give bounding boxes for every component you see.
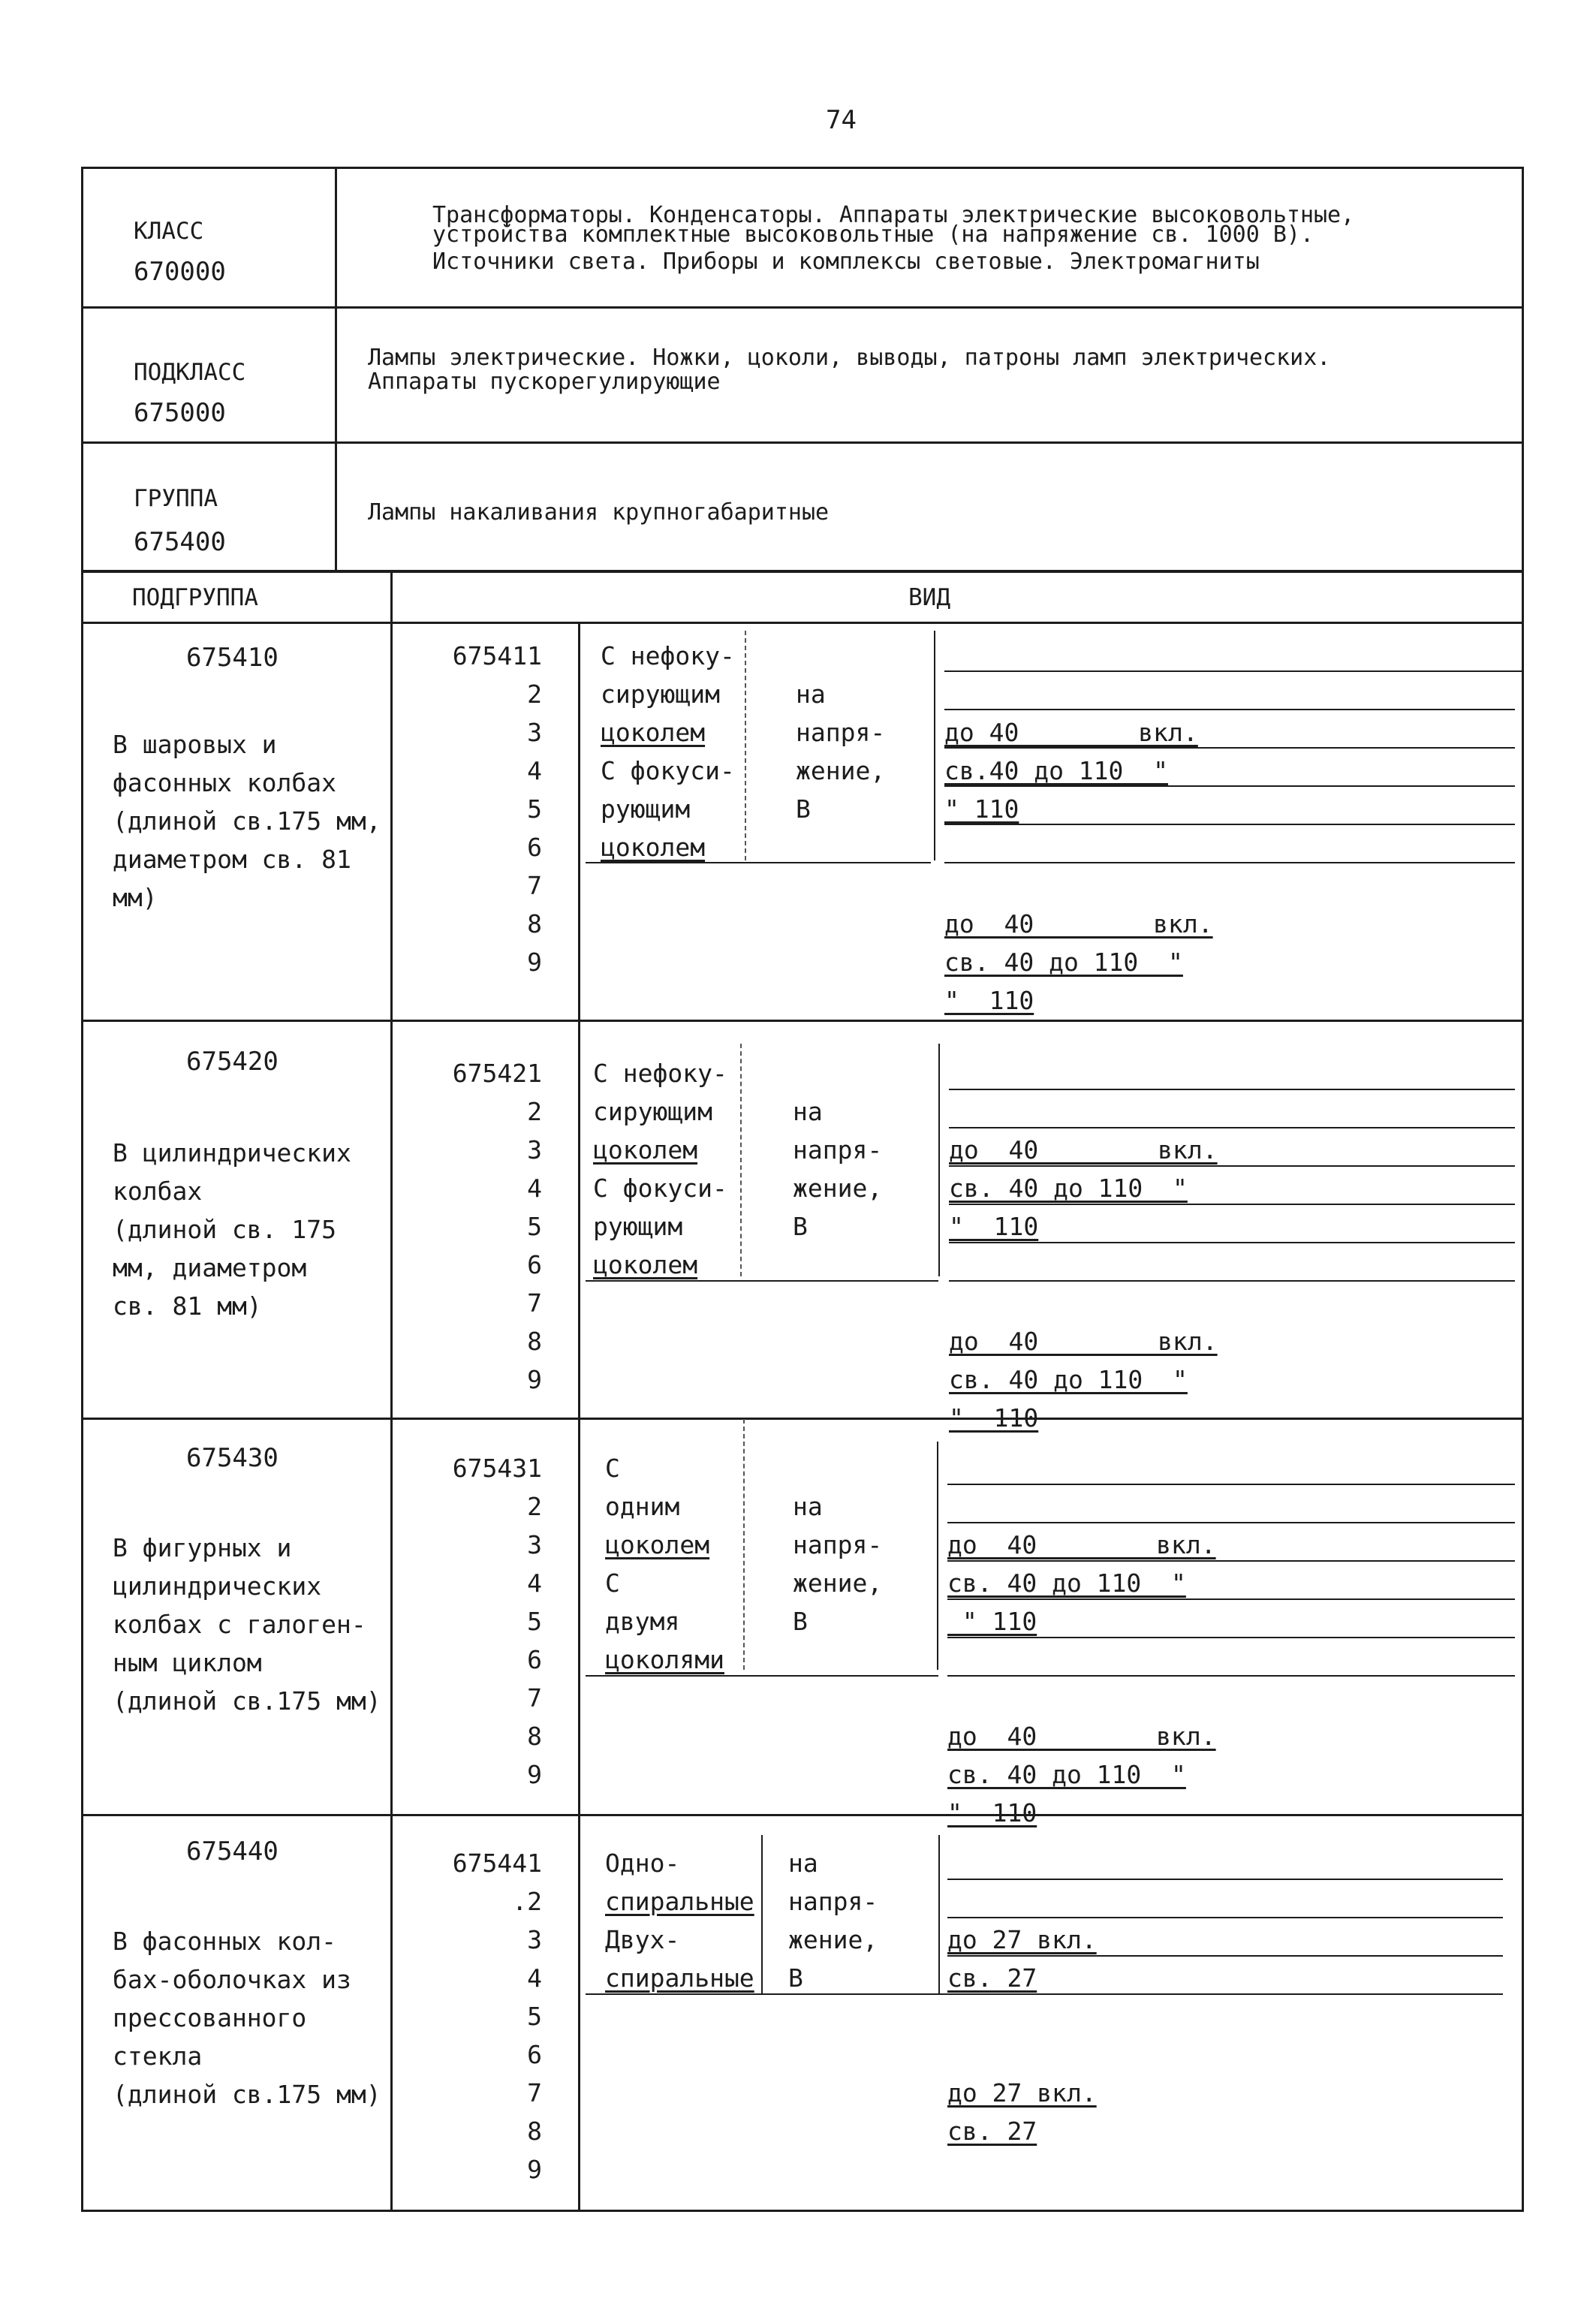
page-number: 74	[826, 105, 857, 135]
spiral-type: Одно- спиральные Двух- спиральные	[605, 1849, 754, 1993]
voltage-label: на напря- жение, В	[793, 1097, 883, 1241]
row-line	[944, 670, 1522, 672]
cell-divider	[938, 1835, 940, 1994]
podgruppa-header: ПОДГРУППА	[132, 584, 258, 611]
row-line	[949, 1204, 1515, 1205]
row-line	[944, 862, 1515, 863]
row-line	[949, 1165, 1515, 1167]
cell-divider	[745, 631, 746, 860]
row-line	[949, 1127, 1515, 1128]
column-divider	[390, 571, 393, 2212]
row-line	[944, 785, 1515, 787]
cell-divider	[743, 1419, 745, 1670]
row-line	[947, 1955, 1503, 1957]
row-line	[944, 747, 1515, 749]
row-line	[944, 824, 1515, 825]
vid-codes: 675441 .2 3 4 5 6 7 8 9	[452, 1849, 542, 2184]
row-line	[949, 1280, 1515, 1282]
code-column-divider	[578, 622, 580, 2212]
lamp-base-type: С нефоку- сирующим цоколем С фокуси- рующим цоколем	[601, 641, 735, 862]
podklass-code: 675000	[134, 398, 226, 428]
lamp-base-type: С нефоку- сирующим цоколем С фокуси- рующим цоколем	[593, 1059, 727, 1279]
lamp-base-type: С одним цоколем С двумя цоколями	[605, 1454, 724, 1674]
cell-divider	[938, 1044, 940, 1276]
vid-codes: 675411 2 3 4 5 6 7 8 9	[452, 641, 542, 977]
row-line	[949, 1089, 1515, 1090]
subgroup-description: В шаровых и фасонных колбах (длиной св.175 мм, диаметром св. 81 мм)	[113, 730, 381, 912]
cell-divider	[740, 1044, 742, 1276]
row-line	[947, 1484, 1515, 1485]
voltage-label: на напря- жение, В	[793, 1492, 883, 1636]
cell-divider	[934, 631, 935, 860]
row-line	[586, 862, 931, 863]
subgroup-description: В фасонных кол- бах-оболочках из прессованного стекла (длиной св.175 мм)	[113, 1927, 381, 2109]
row-line	[947, 1598, 1515, 1600]
row-line	[947, 1675, 1515, 1677]
section-divider	[81, 1020, 1524, 1022]
voltage-range: до 27 вкл. св. 27 до 27 вкл. св. 27	[947, 1925, 1097, 2146]
cell-divider	[761, 1835, 763, 1994]
klass-code: 670000	[134, 257, 226, 287]
header-divider	[335, 167, 337, 572]
row-divider	[81, 306, 1524, 309]
podklass-description-line: Аппараты пускорегулирующие	[368, 369, 721, 395]
subgroup-description: В фигурных и цилиндрических колбах с галоген- ным циклом (длиной св.175 мм)	[113, 1533, 381, 1716]
voltage-label: на напря- жение, В	[796, 679, 886, 824]
klass-description-line: Трансформаторы. Конденсаторы. Аппараты электрические высоковольтные,	[432, 202, 1355, 228]
vid-codes: 675421 2 3 4 5 6 7 8 9	[452, 1059, 542, 1394]
row-line	[944, 709, 1515, 710]
row-line	[947, 1522, 1515, 1523]
subgroup-code: 675440	[186, 1836, 279, 1867]
subgroup-code: 675410	[186, 643, 279, 673]
podklass-description-line: Лампы электрические. Ножки, цоколи, выводы, патроны ламп электрических.	[368, 345, 1331, 371]
row-line	[947, 1993, 1503, 1995]
row-line	[947, 1637, 1515, 1638]
row-line	[947, 1560, 1515, 1562]
subgroup-code: 675420	[186, 1047, 279, 1077]
row-line	[586, 1993, 947, 1995]
cell-divider	[937, 1442, 938, 1670]
row-line	[949, 1242, 1515, 1243]
gruppa-code: 675400	[134, 527, 226, 557]
podklass-label: ПОДКЛАСС	[134, 359, 246, 386]
row-line	[947, 1917, 1503, 1918]
voltage-label: на напря- жение, В	[788, 1849, 878, 1993]
klass-description-line: Источники света. Приборы и комплексы световые. Электромагниты	[432, 249, 1260, 275]
klass-description-line: устройства комплектные высоковольтные (на напряжение св. 1000 В).	[432, 221, 1314, 248]
klass-label: КЛАСС	[134, 218, 204, 245]
vid-header: ВИД	[908, 584, 950, 611]
gruppa-label: ГРУППА	[134, 485, 218, 512]
subgroup-description: В цилиндрических колбах (длиной св. 175 мм, диаметром св. 81 мм)	[113, 1138, 351, 1321]
section-divider	[81, 1814, 1524, 1816]
row-divider	[81, 441, 1524, 444]
voltage-range: до 40 вкл. св.40 до 110 " " 110 до 40 вкл. св. 40 до 110 " " 110	[944, 718, 1213, 1015]
voltage-range: до 40 вкл. св. 40 до 110 " " 110 до 40 вкл. св. 40 до 110 " " 110	[949, 1135, 1218, 1433]
header-row-divider	[81, 622, 1524, 624]
row-line	[947, 1879, 1503, 1880]
voltage-range: до 40 вкл. св. 40 до 110 " " 110 до 40 вкл. св. 40 до 110 " " 110	[947, 1530, 1216, 1827]
subgroup-code: 675430	[186, 1443, 279, 1473]
row-line	[586, 1675, 938, 1677]
gruppa-description: Лампы накаливания крупногабаритные	[368, 499, 830, 526]
section-divider	[81, 1418, 1524, 1420]
row-line	[586, 1280, 938, 1282]
vid-codes: 675431 2 3 4 5 6 7 8 9	[452, 1454, 542, 1789]
